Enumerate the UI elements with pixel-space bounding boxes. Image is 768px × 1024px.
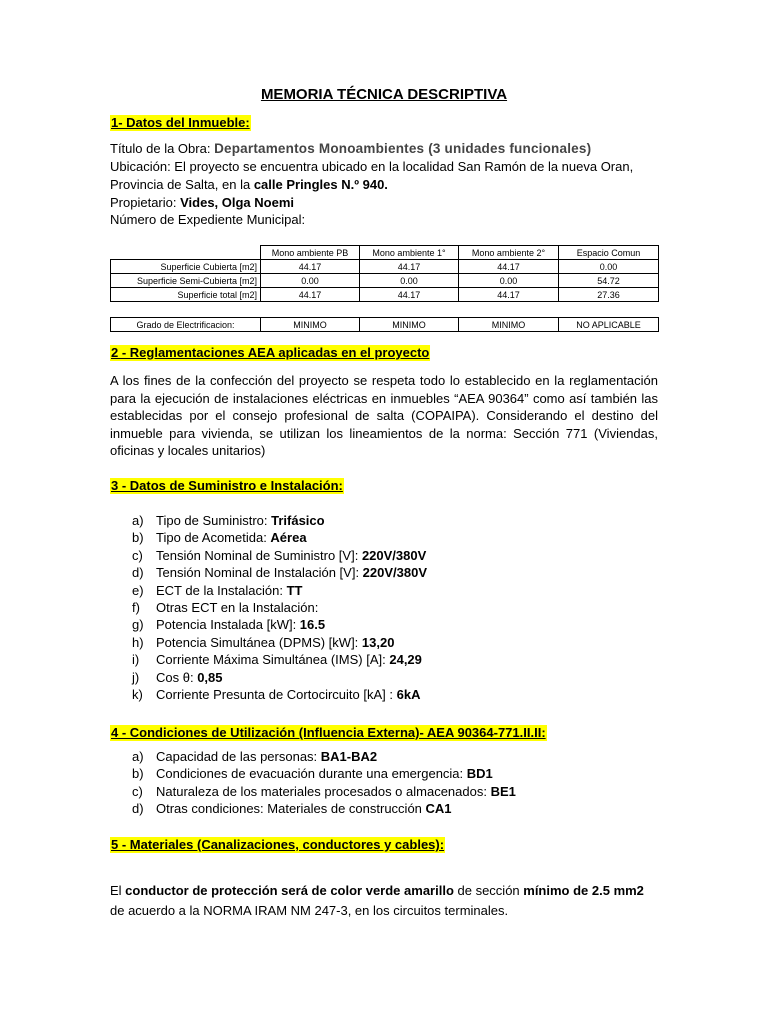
section-4-heading: 4 - Condiciones de Utilización (Influencia Externa)- AEA 90364-771.II.II: (111, 725, 546, 740)
item-text: Potencia Simultánea (DPMS) [kW]: (156, 634, 362, 650)
item-text: Condiciones de evacuación durante una emergencia: (156, 766, 467, 782)
item-value: BA1-BA2 (320, 749, 378, 764)
table-row (111, 318, 659, 332)
item-marker: b) (132, 530, 144, 546)
table-cell: 44.17 (459, 288, 559, 302)
table-cell: 0.00 (559, 260, 659, 274)
row-label: Grado de Electrificacion: (111, 318, 261, 332)
item-value: BE1 (490, 783, 516, 799)
expediente-line: Número de Expediente Municipal: (110, 212, 306, 227)
electrificacion-table (110, 317, 659, 332)
table-cell: 54.72 (559, 274, 659, 288)
item-marker: j) (132, 669, 140, 685)
superficies-table (110, 245, 659, 302)
item-text: Naturaleza de los materiales procesados o almacenados: (156, 783, 491, 799)
materiales-text: El (110, 883, 126, 898)
propietario-label: Propietario: (110, 195, 181, 210)
ubicacion-line-1: Ubicación: El proyecto se encuentra ubicado en la localidad San Ramón de la nueva Oran, (110, 159, 634, 174)
item-value: 13,20 (361, 634, 395, 650)
table-cell: 0.00 (459, 274, 559, 288)
item-marker: b) (132, 766, 144, 782)
item-marker: f) (132, 599, 140, 615)
item-text: Corriente Presunta de Cortocircuito [kA] : (156, 686, 397, 702)
item-marker: e) (132, 582, 144, 598)
item-text: Otras condiciones: Materiales de construcción (156, 801, 426, 817)
table-row (111, 260, 659, 274)
section-2-heading: 2 - Reglamentaciones AEA aplicadas en el proyecto (111, 345, 430, 360)
propietario-line (110, 194, 294, 211)
table-cell: 44.17 (459, 260, 559, 274)
item-text: Corriente Máxima Simultánea (IMS) [A]: (156, 652, 390, 668)
item-value: 6kA (396, 686, 421, 702)
item-text: Tensión Nominal de Instalación [V]: (156, 565, 363, 581)
table-cell: MINIMO (459, 318, 559, 332)
item-marker: a) (132, 749, 144, 764)
materiales-text: de sección (453, 883, 524, 898)
section-2-paragraph: A los fines de la confección del proyecto se respeta todo lo establecido en la reglamentación para la ejecución de instalaciones eléctricas en inmuebles “AEA 90364” como así también las establecidas por el consejo profesional de salta (COPAIPA). Considerando el destino del inmueble para vivienda, se utilizan los lineamientos de la norma: Sección 771 (Viviendas, oficinas y locales unitarios) (110, 373, 658, 458)
item-value: TT (286, 582, 303, 598)
row-label: Superficie Cubierta [m2] (111, 260, 261, 274)
item-marker: d) (132, 801, 144, 817)
materiales-line-2: de acuerdo a la NORMA IRAM NM 247-3, en los circuitos terminales. (110, 903, 509, 918)
item-text: Cos θ: (156, 669, 198, 685)
item-value: CA1 (425, 801, 452, 817)
item-marker: c) (132, 547, 143, 563)
materiales-emphasis: mínimo de 2.5 mm2 (523, 883, 644, 898)
item-text: Otras ECT en la Instalación: (156, 599, 319, 615)
item-value: 0,85 (197, 669, 223, 685)
table-cell: 0.00 (360, 274, 459, 288)
obra-value: Departamentos Monoambientes (3 unidades funcionales) (214, 141, 592, 156)
item-text: Tipo de Acometida: (156, 530, 271, 546)
item-value: 24,29 (389, 652, 422, 668)
item-text: Capacidad de las personas: (156, 749, 321, 764)
table-header-row (111, 246, 659, 260)
section-3-heading: 3 - Datos de Suministro e Instalación: (111, 478, 343, 493)
item-value: Aérea (270, 530, 307, 546)
propietario-value: Vides, Olga Noemi (180, 195, 295, 210)
table-cell: 44.17 (261, 260, 360, 274)
item-value: 220V/380V (361, 547, 427, 563)
header-cell: Espacio Comun (559, 246, 659, 260)
materiales-line-1 (110, 882, 644, 899)
item-value: BD1 (466, 766, 493, 782)
item-marker: h) (132, 634, 144, 650)
table-cell: 44.17 (360, 260, 459, 274)
item-value: Trifásico (271, 513, 325, 528)
table-cell: 44.17 (261, 288, 360, 302)
document-title: MEMORIA TÉCNICA DESCRIPTIVA (260, 86, 508, 103)
table-row (111, 288, 659, 302)
item-marker: k) (132, 686, 143, 702)
ubicacion-address: calle Pringles N.º 940. (253, 177, 388, 192)
ubicacion-line-2 (110, 176, 388, 193)
item-marker: i) (132, 652, 140, 668)
item-marker: g) (132, 617, 144, 633)
table-cell: NO APLICABLE (559, 318, 659, 332)
item-marker: d) (132, 565, 144, 581)
header-cell: Mono ambiente PB (261, 246, 360, 260)
item-text: Tipo de Suministro: (156, 513, 272, 528)
table-cell: MINIMO (261, 318, 360, 332)
table-row (111, 274, 659, 288)
item-text: Tensión Nominal de Suministro [V]: (156, 547, 362, 563)
item-text: ECT de la Instalación: (156, 582, 287, 598)
table-cell: MINIMO (360, 318, 459, 332)
header-cell: Mono ambiente 1° (360, 246, 459, 260)
table-cell: 0.00 (261, 274, 360, 288)
obra-line (110, 140, 591, 157)
header-cell: Mono ambiente 2° (459, 246, 559, 260)
row-label: Superficie Semi-Cubierta [m2] (111, 274, 261, 288)
obra-label: Título de la Obra: (110, 141, 215, 156)
row-label: Superficie total [m2] (111, 288, 261, 302)
section-1-heading: 1- Datos del Inmueble: (111, 115, 250, 130)
table-cell: 27.36 (559, 288, 659, 302)
table-corner-cell (111, 246, 261, 260)
ubicacion-prefix: Provincia de Salta, en la (110, 177, 254, 192)
item-marker: c) (132, 783, 143, 799)
materiales-emphasis: conductor de protección será de color verde amarillo (125, 883, 454, 898)
item-text: Potencia Instalada [kW]: (156, 617, 300, 633)
section-5-heading: 5 - Materiales (Canalizaciones, conductores y cables): (111, 837, 445, 852)
table-cell: 44.17 (360, 288, 459, 302)
item-value: 16.5 (299, 617, 326, 633)
item-value: 220V/380V (362, 565, 428, 581)
item-marker: a) (132, 513, 144, 528)
